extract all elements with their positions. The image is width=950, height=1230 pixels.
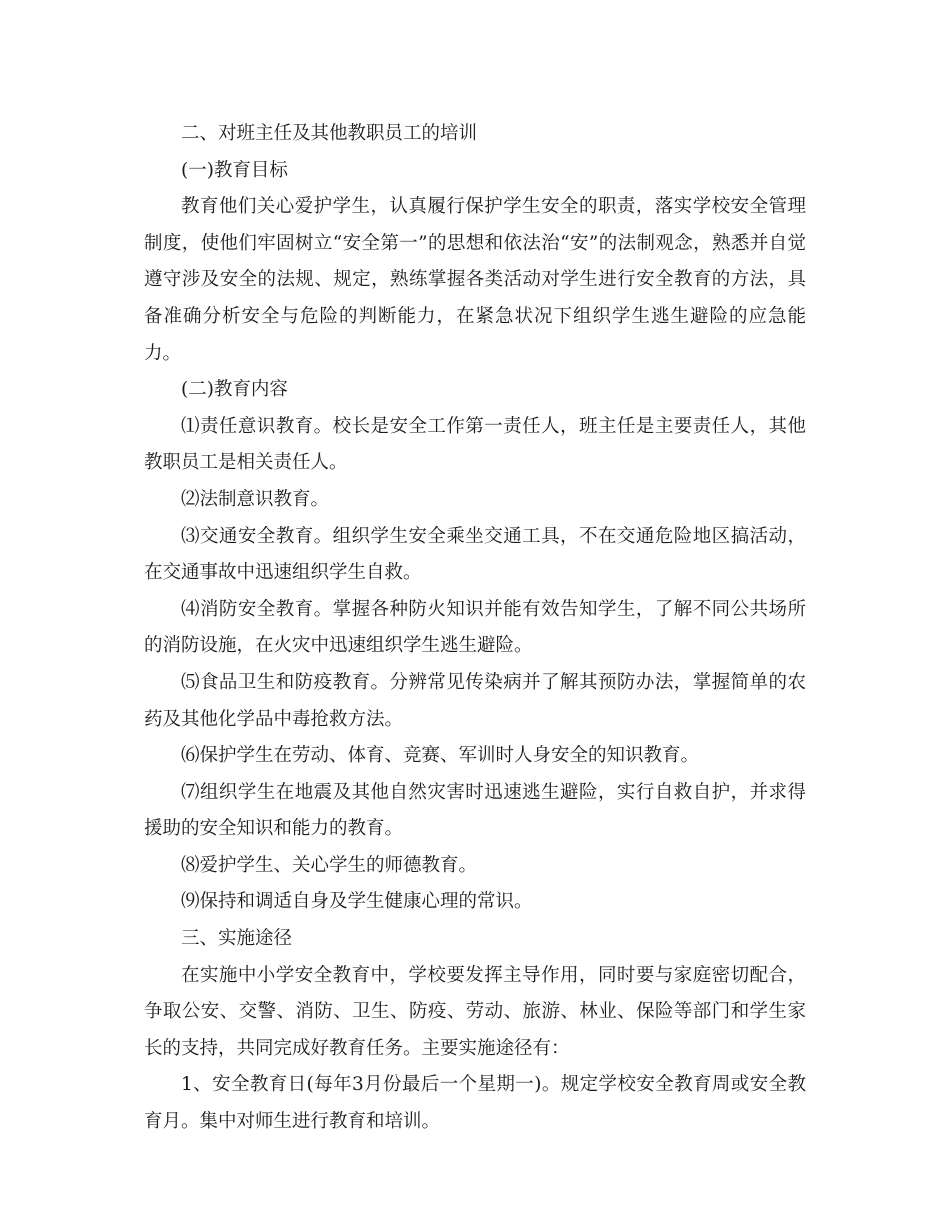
list-item-activity-safety: ⑹保护学生在劳动、体育、竞赛、军训时人身安全的知识教育。 — [181, 745, 700, 767]
section-heading-training: 二、对班主任及其他教职员工的培训 — [181, 123, 478, 144]
list-item-responsibility: ⑴责任意识教育。校长是安全工作第一责任人，班主任是主要责任人，其他教职员工是相关责任人。 — [144, 415, 806, 474]
list-item-food-hygiene: ⑸食品卫生和防疫教育。分辨常见传染病并了解其预防办法，掌握简单的农药及其他化学品中毒抢救方法。 — [144, 671, 806, 730]
list-item-disaster: ⑺组织学生在地震及其他自然灾害时迅速逃生避险，实行自救自护，并求得援助的安全知识和能力的教育。 — [144, 781, 806, 840]
list-item-fire: ⑷消防安全教育。掌握各种防火知识并能有效告知学生，了解不同公共场所的消防设施，在火灾中迅速组织学生逃生避险。 — [144, 598, 806, 657]
subheading-content: (二)教育内容 — [181, 379, 288, 401]
list-item-ethics: ⑻爱护学生、关心学生的师德教育。 — [181, 854, 478, 876]
document-body — [144, 116, 806, 1141]
subheading-goals: (一)教育目标 — [181, 159, 288, 181]
list-item-traffic: ⑶交通安全教育。组织学生安全乘坐交通工具，不在交通危险地区搞活动，在交通事故中迅速组织学生自救。 — [144, 525, 806, 584]
list-item-mental-health: ⑼保持和调适自身及学生健康心理的常识。 — [181, 891, 533, 913]
list-item-safety-day: 1、安全教育日(每年3月份最后一个星期一)。规定学校安全教育周或安全教育月。集中对师生进行教育和培训。 — [144, 1074, 806, 1133]
paragraph-implementation: 在实施中小学安全教育中，学校要发挥主导作用，同时要与家庭密切配合，争取公安、交警、消防、卫生、防疫、劳动、旅游、林业、保险等部门和学生家长的支持，共同完成好教育任务。主要实施途径有： — [144, 964, 806, 1059]
section-heading-implementation: 三、实施途径 — [181, 928, 293, 950]
list-item-legal: ⑵法制意识教育。 — [181, 488, 330, 510]
paragraph-goals: 教育他们关心爱护学生，认真履行保护学生安全的职责，落实学校安全管理制度，使他们牢固树立“安全第一”的思想和依法治“安”的法制观念，熟悉并自觉遵守涉及安全的法规、规定，熟练掌握各类活动对学生进行安全教育的方法，具备准确分析安全与危险的判断能力，在紧急状况下组织学生逃生避险的应急能力。 — [144, 196, 806, 364]
